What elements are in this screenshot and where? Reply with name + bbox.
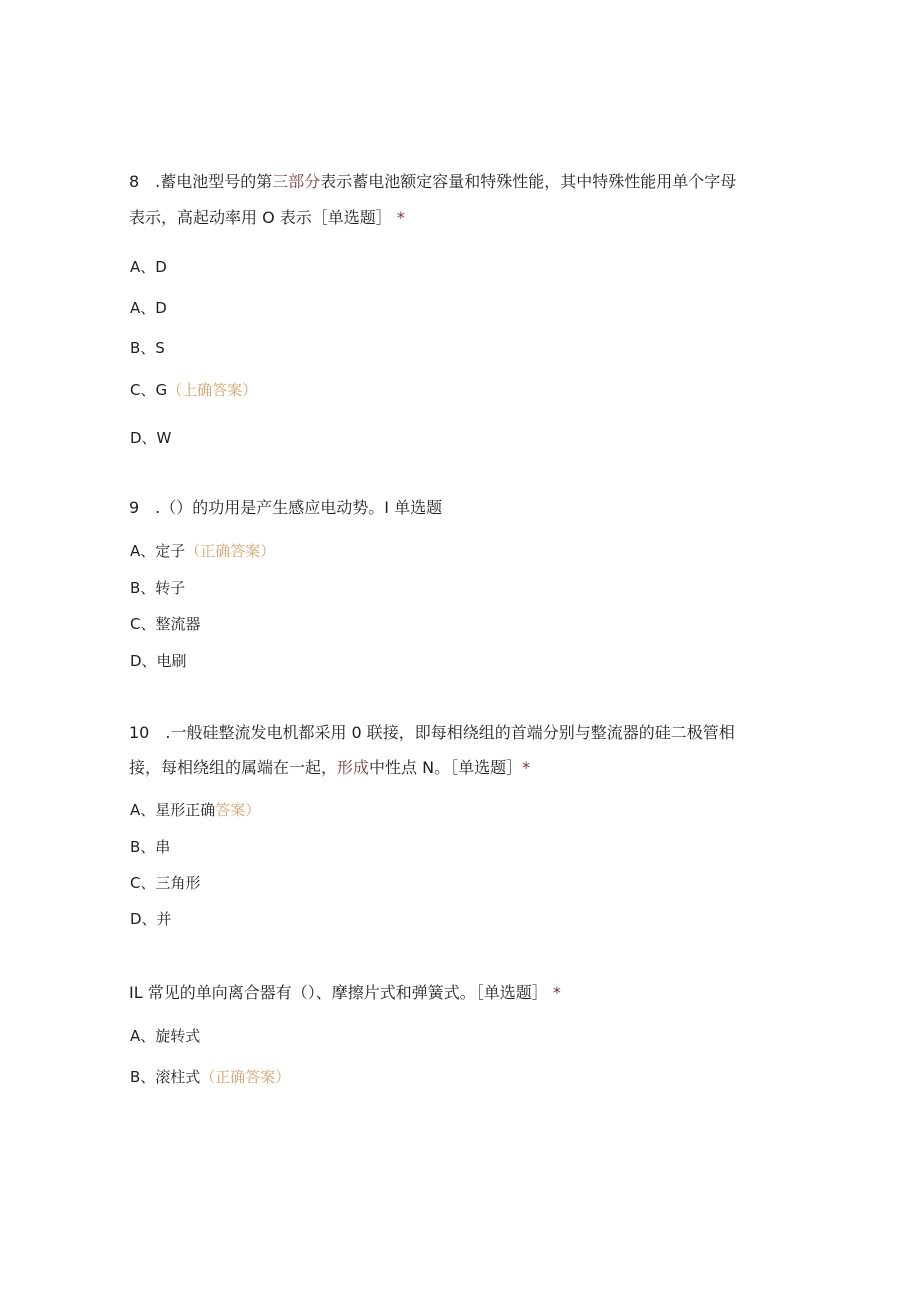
- option-label: A、D: [130, 258, 167, 276]
- option-label: A、星形正确: [130, 801, 216, 819]
- question-9-option-d[interactable]: [130, 650, 187, 672]
- question-8-option-c[interactable]: [130, 379, 257, 401]
- question-8-text-a: 8 .蓄电池型号的第: [129, 172, 273, 191]
- question-10-option-a[interactable]: [130, 799, 260, 821]
- option-label: A、定子: [130, 542, 186, 560]
- question-8-text-b: 表示蓄电池额定容量和特殊性能，其中特殊性能用单个字母: [320, 172, 737, 191]
- question-8-line-2: [129, 207, 405, 229]
- question-9-option-a[interactable]: [130, 540, 275, 562]
- option-label: D、W: [130, 429, 172, 447]
- required-asterisk: *: [396, 208, 405, 227]
- option-label: B、滚柱式: [130, 1068, 201, 1086]
- option-label: C、三角形: [130, 874, 201, 892]
- option-label: A、旋转式: [130, 1027, 201, 1045]
- required-asterisk: *: [552, 983, 561, 1002]
- option-label: B、S: [130, 339, 165, 357]
- option-label: D、电刷: [130, 652, 187, 670]
- correct-answer-mark: （上确答案）: [167, 381, 258, 399]
- question-8-highlight: 三部分: [272, 172, 321, 191]
- question-8-text-c: 表示，高起动率用 O 表示［单选题］: [129, 208, 392, 227]
- question-11-option-a[interactable]: [130, 1025, 200, 1047]
- question-10-text-c: 中性点 N。［单选题］: [369, 758, 523, 777]
- question-8-option-d[interactable]: [130, 427, 171, 449]
- question-9-option-c[interactable]: [130, 613, 200, 635]
- question-8-option-a1[interactable]: [130, 256, 167, 278]
- question-9-text: 9 .（）的功用是产生感应电动势。I 单选题: [129, 498, 443, 517]
- option-label: D、并: [130, 910, 172, 928]
- question-10-highlight: 形成: [337, 758, 370, 777]
- question-10-option-c[interactable]: [130, 872, 200, 894]
- question-11-text: IL 常见的单向离合器有（）、摩擦片式和弹簧式。［单选题］: [129, 983, 548, 1002]
- option-label: B、转子: [130, 579, 186, 597]
- question-10-line-2: [129, 757, 530, 779]
- option-label: C、整流器: [130, 615, 201, 633]
- question-9-line-1: [129, 497, 442, 519]
- question-10-text-b: 接，每相绕组的属端在一起，: [129, 758, 338, 777]
- question-10-option-b[interactable]: [130, 836, 170, 858]
- question-8-line-1: [129, 171, 736, 193]
- question-9-option-b[interactable]: [130, 577, 185, 599]
- correct-answer-mark: （正确答案）: [185, 542, 276, 560]
- question-8-option-a2[interactable]: [130, 297, 167, 319]
- correct-answer-mark: （正确答案）: [200, 1068, 291, 1086]
- question-10-text-a: 10 .一般硅整流发电机都采用 0 联接，即每相绕组的首端分别与整流器的硅二极管相: [129, 723, 735, 742]
- option-label: A、D: [130, 299, 167, 317]
- option-label: B、串: [130, 838, 171, 856]
- option-label: C、G: [130, 381, 168, 399]
- correct-answer-mark: 答案）: [215, 801, 261, 819]
- question-11-option-b[interactable]: [130, 1066, 290, 1088]
- question-10-line-1: [129, 722, 735, 744]
- question-11-line-1: [129, 982, 561, 1004]
- question-10-option-d[interactable]: [130, 908, 172, 930]
- question-8-option-b[interactable]: [130, 337, 165, 359]
- required-asterisk: *: [522, 758, 531, 777]
